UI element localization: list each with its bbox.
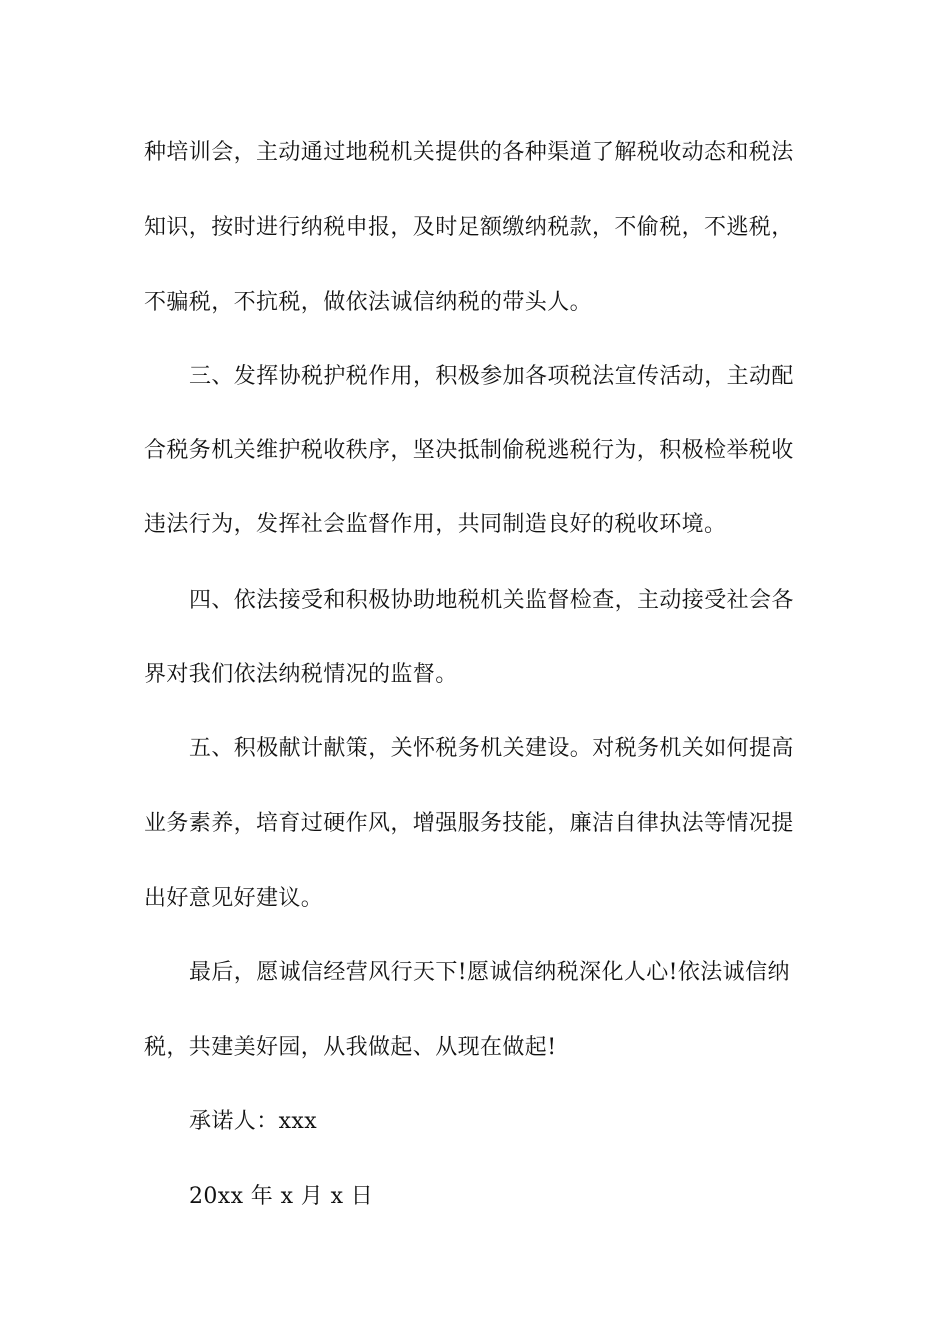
paragraph-line: 三、发挥协税护税作用，积极参加各项税法宣传活动，主动配 xyxy=(189,364,794,389)
paragraph-line: 知识，按时进行纳税申报，及时足额缴纳税款，不偷税，不逃税， xyxy=(144,215,794,240)
date-line: 20xx 年 x 月 x 日 xyxy=(189,1184,374,1209)
paragraph-line: 四、依法接受和积极协助地税机关监督检查，主动接受社会各 xyxy=(189,588,794,613)
paragraph-line: 五、积极献计献策，关怀税务机关建设。对税务机关如何提高 xyxy=(189,736,794,761)
paragraph-line: 最后，愿诚信经营风行天下!愿诚信纳税深化人心!依法诚信纳 xyxy=(189,960,790,985)
paragraph-line: 违法行为，发挥社会监督作用，共同制造良好的税收环境。 xyxy=(144,512,727,537)
paragraph-line: 不骗税，不抗税，做依法诚信纳税的带头人。 xyxy=(144,290,593,315)
paragraph-line: 界对我们依法纳税情况的监督。 xyxy=(144,662,458,687)
paragraph-line: 业务素养，培育过硬作风，增强服务技能，廉洁自律执法等情况提 xyxy=(144,811,794,836)
paragraph-line: 出好意见好建议。 xyxy=(144,886,324,911)
paragraph-line: 合税务机关维护税收秩序，坚决抵制偷税逃税行为，积极检举税收 xyxy=(144,438,794,463)
paragraph-line: 税，共建美好园，从我做起、从现在做起! xyxy=(144,1035,557,1060)
signatory-line: 承诺人：xxx xyxy=(189,1109,318,1134)
paragraph-line: 种培训会，主动通过地税机关提供的各种渠道了解税收动态和税法 xyxy=(144,140,794,165)
